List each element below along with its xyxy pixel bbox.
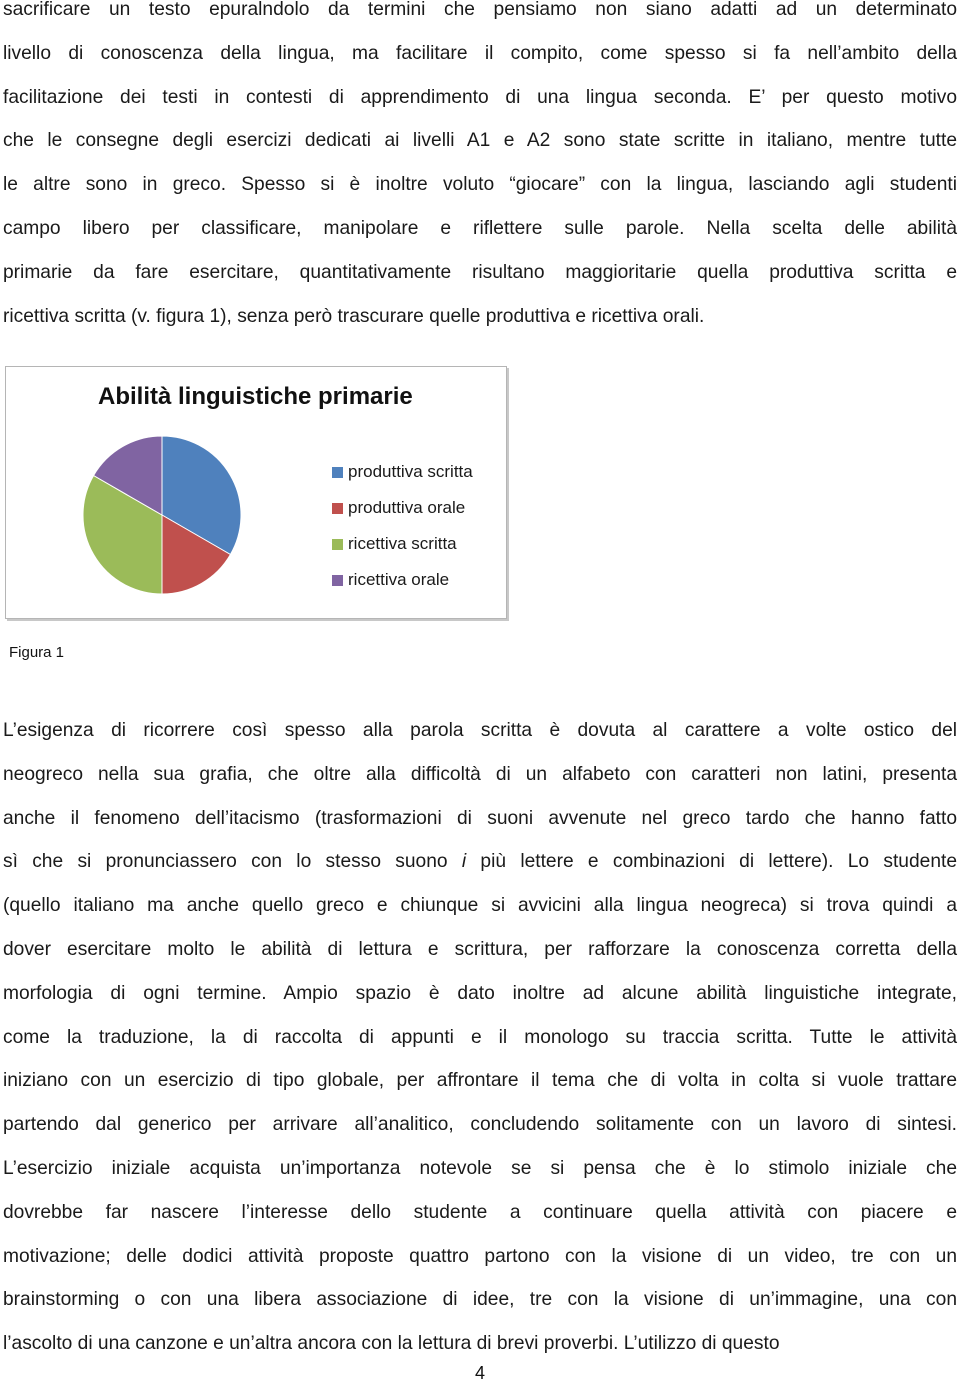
text-line: L’esigenza di ricorrere così spesso alla parola scritta è dovuta al carattere a volte ostico del bbox=[3, 720, 957, 741]
pie-chart bbox=[5, 366, 507, 619]
text-line: iniziano con un esercizio di tipo globale, per affrontare il tema che di volta in colta si vuole trattare bbox=[3, 1070, 957, 1092]
legend-label: ricettiva orale bbox=[348, 570, 450, 589]
italic-text: i bbox=[461, 851, 467, 873]
text-line: campo libero per classificare, manipolare e riflettere sulle parole. Nella scelta delle abilità bbox=[3, 217, 957, 239]
text-line: primarie da fare esercitare, quantitativamente risultano maggioritarie quella produttiva scritta e bbox=[3, 261, 957, 283]
text-line: livello di conoscenza della lingua, ma facilitare il compito, come spesso si fa nell’ambito della bbox=[3, 42, 957, 64]
chart-legend bbox=[332, 454, 473, 598]
text-line: che le consegne degli esercizi dedicati ai livelli A1 e A2 sono state scritte in italiano, mentre tutte bbox=[3, 130, 957, 152]
text-line: l’ascolto di una canzone e un’altra ancora con la lettura di brevi proverbi. L’utilizzo di questo bbox=[3, 1333, 780, 1355]
legend-swatch bbox=[332, 503, 343, 514]
text-line: brainstorming o con una libera associazione di idee, tre con la visione di un’immagine, una con bbox=[3, 1289, 957, 1311]
legend-swatch bbox=[332, 467, 343, 478]
text-line: le altre sono in greco. Spesso si è inoltre voluto “giocare” con la lingua, lasciando agli studenti bbox=[3, 174, 957, 196]
text-line: neogreco nella sua grafia, che oltre alla difficoltà di un alfabeto con caratteri non latini, presenta bbox=[3, 763, 957, 785]
page-number: 4 bbox=[474, 1363, 485, 1383]
chart-title: Abilità linguistiche primarie bbox=[98, 383, 413, 410]
text-line: partendo dal generico per arrivare all’analitico, concludendo solitamente con un lavoro di sintesi. bbox=[3, 1114, 957, 1136]
legend-label: produttiva orale bbox=[348, 498, 466, 517]
legend-item bbox=[332, 454, 473, 490]
text-line: dovrebbe far nascere l’interesse dello studente a continuare quella attività con piacere e bbox=[3, 1201, 957, 1223]
text-line: sacrificare un testo epuralndolo da termini che pensiamo non siano adatti ad un determinato bbox=[3, 0, 957, 20]
text-line: motivazione; delle dodici attività proposte quattro partono con la visione di un video, tre con un bbox=[3, 1245, 957, 1267]
text-segment: più lettere e combinazioni di lettere). Lo studente bbox=[466, 851, 957, 873]
legend-swatch bbox=[332, 539, 343, 550]
text-segment: sì che si pronunciassero con lo stesso suono bbox=[3, 851, 462, 873]
figure-caption: Figura 1 bbox=[9, 644, 65, 661]
text-line: L’esercizio iniziale acquista un’importanza notevole se si pensa che è lo stimolo iniziale che bbox=[3, 1157, 957, 1179]
pie-plot bbox=[76, 432, 248, 598]
text-line: come la traduzione, la di raccolta di appunti e il monologo su traccia scritta. Tutte le attività bbox=[3, 1026, 957, 1048]
legend-item bbox=[332, 526, 473, 562]
text-line: morfologia di ogni termine. Ampio spazio è dato inoltre ad alcune abilità linguistiche integrate, bbox=[3, 982, 957, 1004]
text-line: facilitazione dei testi in contesti di apprendimento di una lingua seconda. E’ per questo motivo bbox=[3, 86, 957, 108]
text-line: dover esercitare molto le abilità di lettura e scrittura, per rafforzare la conoscenza corretta della bbox=[3, 938, 957, 960]
paragraph-top bbox=[3, 0, 957, 338]
paragraph-bottom bbox=[3, 709, 957, 1366]
text-line bbox=[3, 840, 957, 884]
text-line: anche il fenomeno dell’itacismo (trasformazioni di suoni avvenute nel greco tardo che hanno fatto bbox=[3, 807, 957, 829]
text-line: (quello italiano ma anche quello greco e chiunque si avvicini alla lingua neogreca) si trova quindi a bbox=[3, 895, 957, 917]
legend-item bbox=[332, 490, 473, 526]
legend-label: produttiva scritta bbox=[348, 462, 473, 481]
legend-item bbox=[332, 562, 473, 598]
legend-swatch bbox=[332, 575, 343, 586]
legend-label: ricettiva scritta bbox=[348, 534, 457, 553]
text-line: ricettiva scritta (v. figura 1), senza però trascurare quelle produttiva e ricettiva orali. bbox=[3, 305, 705, 327]
